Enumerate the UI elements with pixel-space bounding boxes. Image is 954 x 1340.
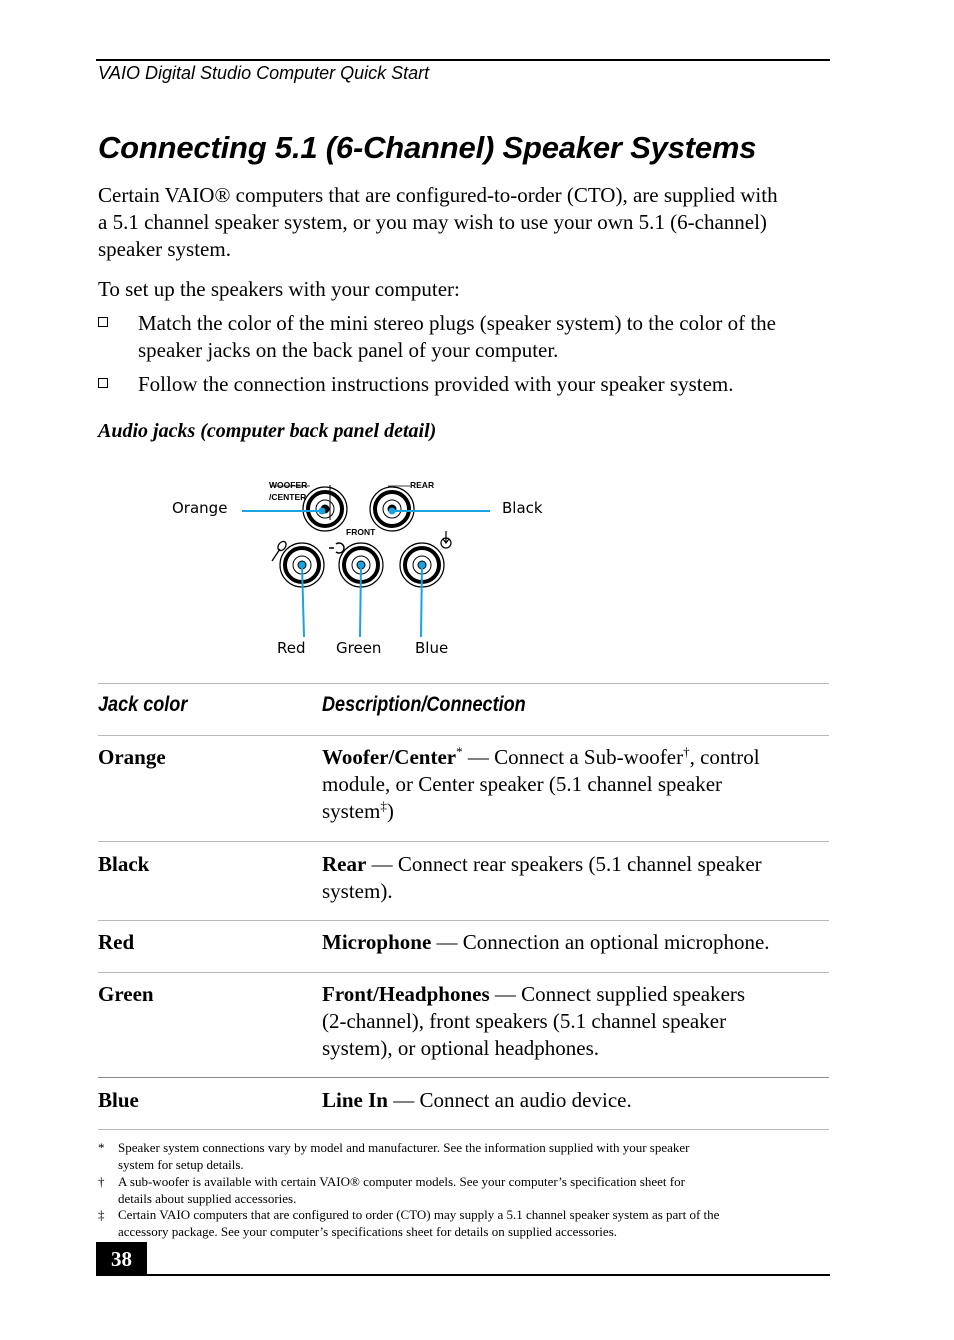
table-cell-color: Green [98, 982, 154, 1006]
callout-line-blue [421, 565, 422, 637]
footer-rule [96, 1274, 830, 1276]
footnote-line: system for setup details. [118, 1156, 244, 1172]
figure-caption: Audio jacks (computer back panel detail) [98, 420, 437, 442]
table-rule [98, 920, 829, 921]
connection-name: Microphone [322, 930, 432, 954]
table-cell-description [322, 1087, 822, 1114]
footnote-ref: ‡ [380, 798, 387, 813]
desc-text: — Connect supplied speakers [489, 982, 746, 1006]
desc-text: — Connect an audio device. [387, 1088, 632, 1112]
footnote-line: details about supplied accessories. [118, 1190, 297, 1206]
footnote-line: Certain VAIO computers that are configured to order (CTO) may supply a 5.1 channel speaker system as part of the [118, 1207, 720, 1222]
callout-dot [359, 563, 364, 568]
connection-name: Front/Headphones [322, 982, 490, 1006]
callout-black: Black [502, 499, 543, 517]
table-cell-color: Red [98, 930, 135, 954]
footnote-line: accessory package. See your computer’s specifications sheet for details on supplied accessories. [118, 1223, 618, 1239]
panel-label-woofer: WOOFER [269, 480, 308, 490]
footnote-line: A sub-woofer is available with certain VAIO® computer models. See your computer’s specification sheet for [118, 1174, 685, 1189]
desc-text: system [322, 799, 381, 823]
desc-text: — Connect a Sub-woofer [462, 745, 684, 769]
callout-blue: Blue [415, 639, 449, 657]
table-header-color: Jack color [98, 693, 188, 716]
line-in-icon [441, 531, 451, 548]
callout-dot [300, 563, 305, 568]
intro-paragraph [98, 182, 838, 263]
callout-dot [320, 509, 325, 514]
table-rule [98, 1077, 829, 1078]
desc-text: — Connection an optional microphone. [431, 930, 770, 954]
table-rule [98, 735, 829, 736]
callout-line-red [302, 565, 304, 637]
table-cell-color: Black [98, 852, 150, 876]
footnote-ref: † [683, 744, 690, 759]
bullet-line: Match the color of the mini stereo plugs (speaker system) to the color of the [138, 311, 776, 335]
connection-name: Woofer/Center [322, 745, 457, 769]
desc-line: system). [322, 879, 393, 903]
table-header-description: Description/Connection [322, 693, 526, 716]
desc-text: ) [386, 799, 394, 823]
footnote-line: Speaker system connections vary by model and manufacturer. See the information supplied with your speaker [118, 1140, 690, 1155]
callout-red: Red [277, 639, 306, 657]
table-cell-description [322, 851, 822, 905]
panel-label-front: FRONT [346, 527, 376, 537]
callout-orange: Orange [172, 499, 228, 517]
table-rule [98, 972, 829, 973]
desc-text: , control [689, 745, 760, 769]
bullet-item [98, 371, 838, 399]
audio-jacks-diagram [150, 465, 550, 665]
intro-line: a 5.1 channel speaker system, or you may wish to use your own 5.1 (6-channel) [98, 210, 767, 234]
running-header: VAIO Digital Studio Computer Quick Start [98, 63, 430, 83]
table-rule [98, 1129, 829, 1130]
bullet-item [98, 310, 838, 366]
desc-line: (2-channel), front speakers (5.1 channel speaker [322, 1009, 727, 1033]
jack-woofer-center [303, 487, 347, 531]
footnote-ref: * [456, 744, 463, 759]
callout-dot [420, 563, 425, 568]
bullet-line: speaker jacks on the back panel of your computer. [138, 338, 559, 362]
footnote [98, 1174, 798, 1207]
callout-green: Green [336, 639, 382, 657]
page-number: 38 [96, 1242, 147, 1276]
table-cell-color: Blue [98, 1088, 139, 1112]
footnote-mark: † [98, 1174, 105, 1189]
callout-dot [390, 509, 395, 514]
headphone-icon [329, 543, 344, 553]
table-cell-color: Orange [98, 745, 166, 769]
callout-line-green [360, 565, 361, 637]
footnote [98, 1207, 798, 1240]
bullet-line: Follow the connection instructions provided with your speaker system. [138, 372, 734, 396]
footnote-mark: * [98, 1140, 105, 1155]
panel-label-rear: REAR [410, 480, 435, 490]
table-cell-description [322, 981, 822, 1062]
checkbox-bullet-icon [98, 378, 108, 388]
checkbox-bullet-icon [98, 317, 108, 327]
table-rule [98, 683, 829, 684]
desc-line: module, or Center speaker (5.1 channel speaker [322, 772, 723, 796]
table-cell-description [322, 744, 822, 825]
setup-lead: To set up the speakers with your computer: [98, 277, 460, 301]
panel-label-center: /CENTER [269, 492, 307, 502]
table-rule [98, 841, 829, 842]
intro-line: speaker system. [98, 237, 231, 261]
connection-name: Line In [322, 1088, 388, 1112]
intro-line: Certain VAIO® computers that are configured-to-order (CTO), are supplied with [98, 183, 778, 207]
connection-name: Rear [322, 852, 367, 876]
table-cell-description [322, 929, 822, 956]
footnote [98, 1140, 798, 1173]
desc-text: — Connect rear speakers (5.1 channel speaker [366, 852, 762, 876]
desc-line: system), or optional headphones. [322, 1036, 600, 1060]
footnote-mark: ‡ [98, 1207, 105, 1222]
page-title: Connecting 5.1 (6-Channel) Speaker Systems [98, 130, 757, 165]
header-rule [96, 59, 830, 61]
